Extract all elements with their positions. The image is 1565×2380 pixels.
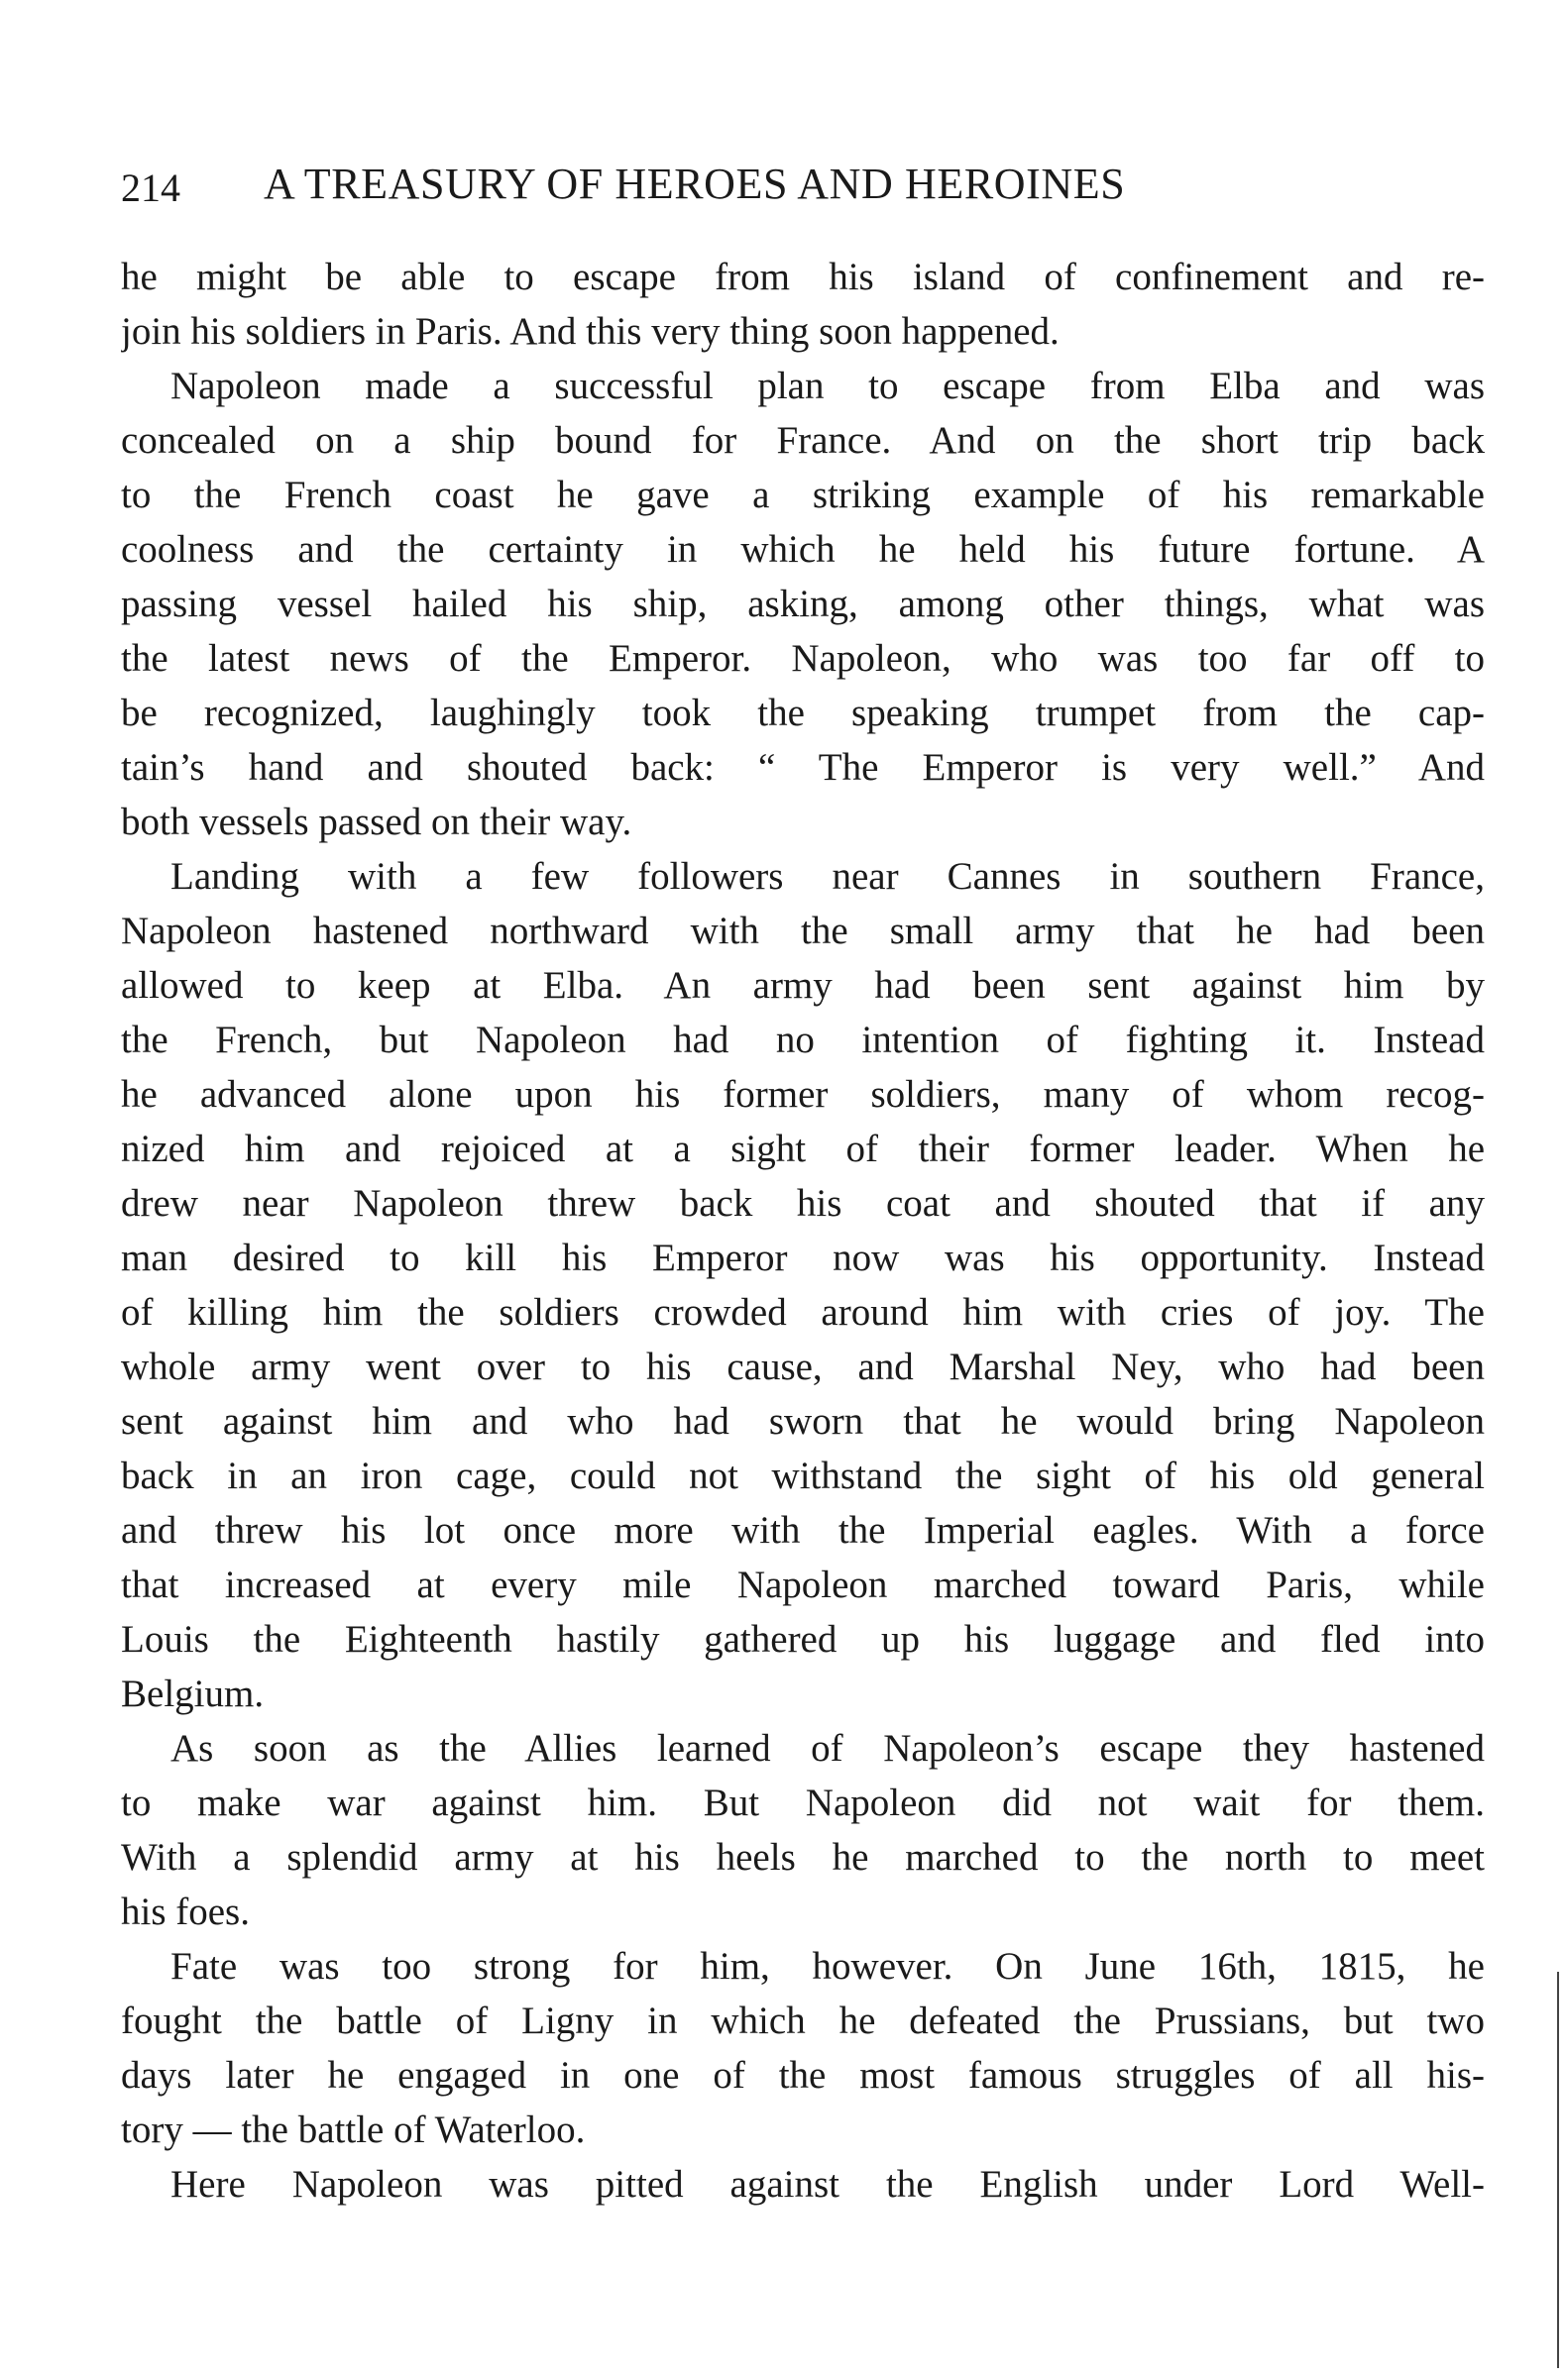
text-line: With a splendid army at his heels he marched to the north to meet <box>121 1836 1485 1879</box>
text-line: he might be able to escape from his island of confinement and re- <box>121 256 1485 298</box>
text-line: back in an iron cage, could not withstand the sight of his old general <box>121 1455 1485 1497</box>
text-line: and threw his lot once more with the Imperial eagles. With a force <box>121 1509 1485 1552</box>
text-line: he advanced alone upon his former soldiers, many of whom recog- <box>121 1073 1485 1116</box>
text-line: be recognized, laughingly took the speaking trumpet from the cap- <box>121 692 1485 734</box>
text-line: coolness and the certainty in which he held his future fortune. A <box>121 528 1485 571</box>
text-line: man desired to kill his Emperor now was his opportunity. Instead <box>121 1237 1485 1279</box>
text-line: As soon as the Allies learned of Napoleon’s escape they hastened <box>170 1727 1485 1770</box>
text-line: tory — the battle of Waterloo. <box>121 2109 586 2151</box>
text-line: that increased at every mile Napoleon marched toward Paris, while <box>121 1564 1485 1606</box>
text-line: Here Napoleon was pitted against the English under Lord Well- <box>170 2163 1485 2206</box>
text-line: his foes. <box>121 1891 250 1933</box>
text-line: both vessels passed on their way. <box>121 801 632 843</box>
text-line: nized him and rejoiced at a sight of their former leader. When he <box>121 1128 1485 1170</box>
body-text <box>121 250 1485 2212</box>
text-line: drew near Napoleon threw back his coat and shouted that if any <box>121 1182 1485 1225</box>
text-line: of killing him the soldiers crowded around him with cries of joy. The <box>121 1291 1485 1334</box>
text-line: concealed on a ship bound for France. And on the short trip back <box>121 419 1485 462</box>
text-line: Fate was too strong for him, however. On June 16th, 1815, he <box>170 1945 1485 1988</box>
text-line: days later he engaged in one of the most famous struggles of all his- <box>121 2054 1485 2097</box>
text-line: Louis the Eighteenth hastily gathered up his luggage and fled into <box>121 1618 1485 1661</box>
running-head <box>121 157 1340 216</box>
text-line: to make war against him. But Napoleon did not wait for them. <box>121 1782 1485 1824</box>
text-line: tain’s hand and shouted back: “ The Emperor is very well.” And <box>121 746 1485 789</box>
text-line: passing vessel hailed his ship, asking, among other things, what was <box>121 583 1485 625</box>
text-line: Landing with a few followers near Cannes in southern France, <box>170 855 1485 898</box>
text-line: Napoleon made a successful plan to escape from Elba and was <box>170 365 1485 407</box>
text-line: sent against him and who had sworn that he would bring Napoleon <box>121 1400 1485 1443</box>
text-line: to the French coast he gave a striking example of his remarkable <box>121 474 1485 516</box>
text-line: Belgium. <box>121 1673 265 1715</box>
text-line: fought the battle of Ligny in which he defeated the Prussians, but two <box>121 2000 1485 2042</box>
text-line: join his soldiers in Paris. And this very thing soon happened. <box>121 310 1060 353</box>
running-title: A TREASURY OF HEROES AND HEROINES <box>264 160 1126 208</box>
page-number: 214 <box>121 165 180 210</box>
text-line: allowed to keep at Elba. An army had been sent against him by <box>121 964 1485 1007</box>
text-line: the French, but Napoleon had no intention of fighting it. Instead <box>121 1019 1485 1061</box>
text-line: the latest news of the Emperor. Napoleon, who was too far off to <box>121 637 1485 680</box>
page-edge-line <box>1557 1972 1559 2368</box>
text-line: whole army went over to his cause, and Marshal Ney, who had been <box>121 1346 1485 1388</box>
text-line: Napoleon hastened northward with the small army that he had been <box>121 910 1485 952</box>
